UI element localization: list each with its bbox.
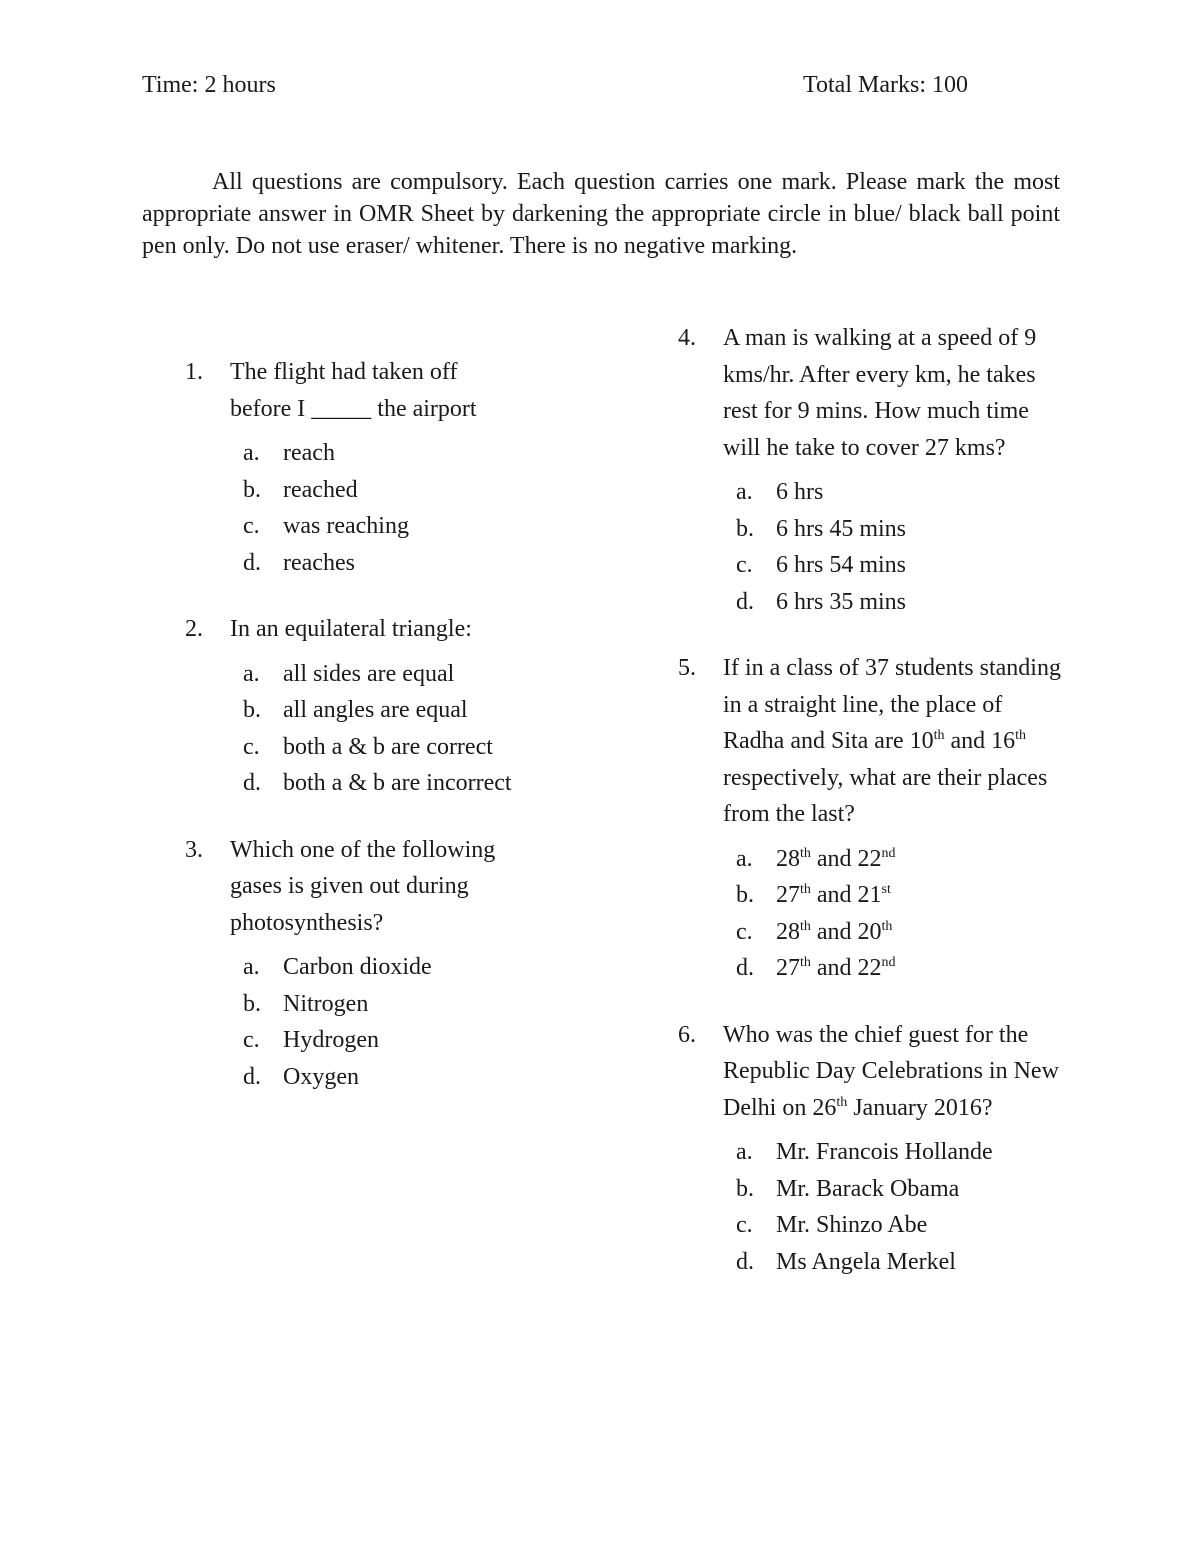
option-text: Oxygen (283, 1063, 359, 1090)
option-letter: a. (243, 660, 260, 687)
total-marks: Total Marks: 100 (803, 72, 968, 98)
option-text: 27th and 22nd (776, 955, 896, 981)
option-text: Hydrogen (283, 1027, 379, 1053)
question-number: 6. (678, 1021, 696, 1048)
option-text: Mr. Francois Hollande (776, 1139, 993, 1165)
option-letter: c. (243, 1027, 260, 1053)
option-letter: c. (736, 1212, 753, 1238)
option-a[interactable] (736, 1134, 1068, 1171)
option-letter: b. (736, 1175, 754, 1202)
option-letter: d. (243, 1063, 261, 1090)
option-letter: b. (243, 476, 261, 503)
option-b[interactable] (243, 986, 585, 1023)
option-text: reached (283, 476, 358, 503)
option-letter: d. (736, 955, 754, 981)
option-text: Nitrogen (283, 990, 369, 1017)
option-text: reaches (283, 549, 355, 576)
option-text: Mr. Shinzo Abe (776, 1212, 928, 1238)
option-text: reach (283, 440, 335, 466)
question-number: 4. (678, 325, 696, 351)
question-1 (185, 354, 585, 581)
question-4 (678, 320, 1068, 620)
option-letter: a. (243, 440, 260, 466)
option-b[interactable] (736, 1171, 1068, 1208)
option-c[interactable] (243, 508, 585, 545)
question-number: 3. (185, 836, 203, 863)
option-text: both a & b are incorrect (283, 770, 512, 796)
option-letter: d. (243, 549, 261, 576)
option-a[interactable] (243, 656, 585, 693)
option-letter: a. (736, 1139, 753, 1165)
question-2 (185, 611, 585, 802)
question-5 (678, 650, 1068, 987)
options-list (185, 949, 585, 1095)
question-text: Which one of the following gases is given out during photosynthesis? (230, 836, 496, 936)
option-text: 6 hrs 45 mins (776, 515, 907, 542)
question-text: A man is walking at a speed of 9 kms/hr. After every km, he takes rest for 9 mins. How much time will he take to cover 27 kms? (723, 325, 1037, 461)
instructions: All questions are compulsory. Each question carries one mark. Please mark the most appropriate answer in OMR Sheet by darkening the appropriate circle in blue/ black ball point pen only. Do not use eraser/ whitener. There is no negative marking. (142, 169, 1060, 259)
right-column (678, 320, 1068, 1310)
option-text: 27th and 21st (776, 882, 891, 908)
option-b[interactable] (243, 472, 585, 509)
option-text: 6 hrs 54 mins (776, 552, 907, 578)
question-text: The flight had taken off before I _____ the airport (230, 359, 477, 422)
option-letter: a. (243, 954, 260, 980)
question-text: If in a class of 37 students standing in a straight line, the place of Radha and Sita are 10th and 16th respectively, what are their places from the last? (723, 655, 1061, 827)
option-text: both a & b are correct (283, 733, 493, 760)
option-b[interactable] (736, 511, 1068, 548)
option-letter: d. (736, 588, 754, 615)
option-d[interactable] (736, 584, 1068, 621)
option-letter: c. (736, 552, 753, 578)
options-list (185, 435, 585, 581)
options-list (678, 1134, 1068, 1280)
option-text: was reaching (283, 513, 409, 539)
option-a[interactable] (736, 474, 1068, 511)
option-b[interactable] (243, 692, 585, 729)
options-list (678, 841, 1068, 987)
option-text: Carbon dioxide (283, 954, 432, 980)
options-list (678, 474, 1068, 620)
question-3 (185, 832, 585, 1096)
option-c[interactable] (736, 547, 1068, 584)
option-text: 6 hrs 35 mins (776, 588, 907, 615)
option-c[interactable] (736, 914, 1068, 951)
option-b[interactable] (736, 877, 1068, 914)
option-text: all sides are equal (283, 660, 455, 687)
question-number: 5. (678, 655, 696, 681)
option-letter: b. (736, 882, 754, 908)
option-d[interactable] (243, 1059, 585, 1096)
option-d[interactable] (243, 545, 585, 582)
option-letter: b. (243, 697, 261, 723)
option-d[interactable] (736, 1244, 1068, 1281)
option-text: 28th and 20th (776, 918, 893, 945)
option-letter: a. (736, 845, 753, 872)
option-letter: d. (243, 770, 261, 796)
options-list (185, 656, 585, 802)
option-text: all angles are equal (283, 697, 468, 723)
option-a[interactable] (243, 949, 585, 986)
option-a[interactable] (243, 435, 585, 472)
option-letter: c. (243, 513, 260, 539)
option-text: 6 hrs (776, 479, 824, 505)
time-allowed: Time: 2 hours (142, 72, 276, 98)
option-letter: b. (243, 990, 261, 1017)
option-d[interactable] (243, 765, 585, 802)
question-number: 2. (185, 616, 203, 642)
option-c[interactable] (736, 1207, 1068, 1244)
question-number: 1. (185, 359, 203, 385)
option-letter: b. (736, 515, 754, 542)
option-letter: c. (243, 733, 260, 760)
question-text: In an equilateral triangle: (230, 616, 472, 642)
option-text: Mr. Barack Obama (776, 1175, 960, 1202)
option-a[interactable] (736, 841, 1068, 878)
option-letter: c. (736, 918, 753, 945)
left-column (185, 354, 585, 1125)
option-letter: d. (736, 1248, 754, 1275)
option-letter: a. (736, 479, 753, 505)
option-d[interactable] (736, 950, 1068, 987)
option-text: 28th and 22nd (776, 845, 896, 872)
option-c[interactable] (243, 729, 585, 766)
question-6 (678, 1017, 1068, 1281)
option-c[interactable] (243, 1022, 585, 1059)
option-text: Ms Angela Merkel (776, 1248, 956, 1275)
question-text: Who was the chief guest for the Republic Day Celebrations in New Delhi on 26th January 2016? (723, 1021, 1059, 1121)
